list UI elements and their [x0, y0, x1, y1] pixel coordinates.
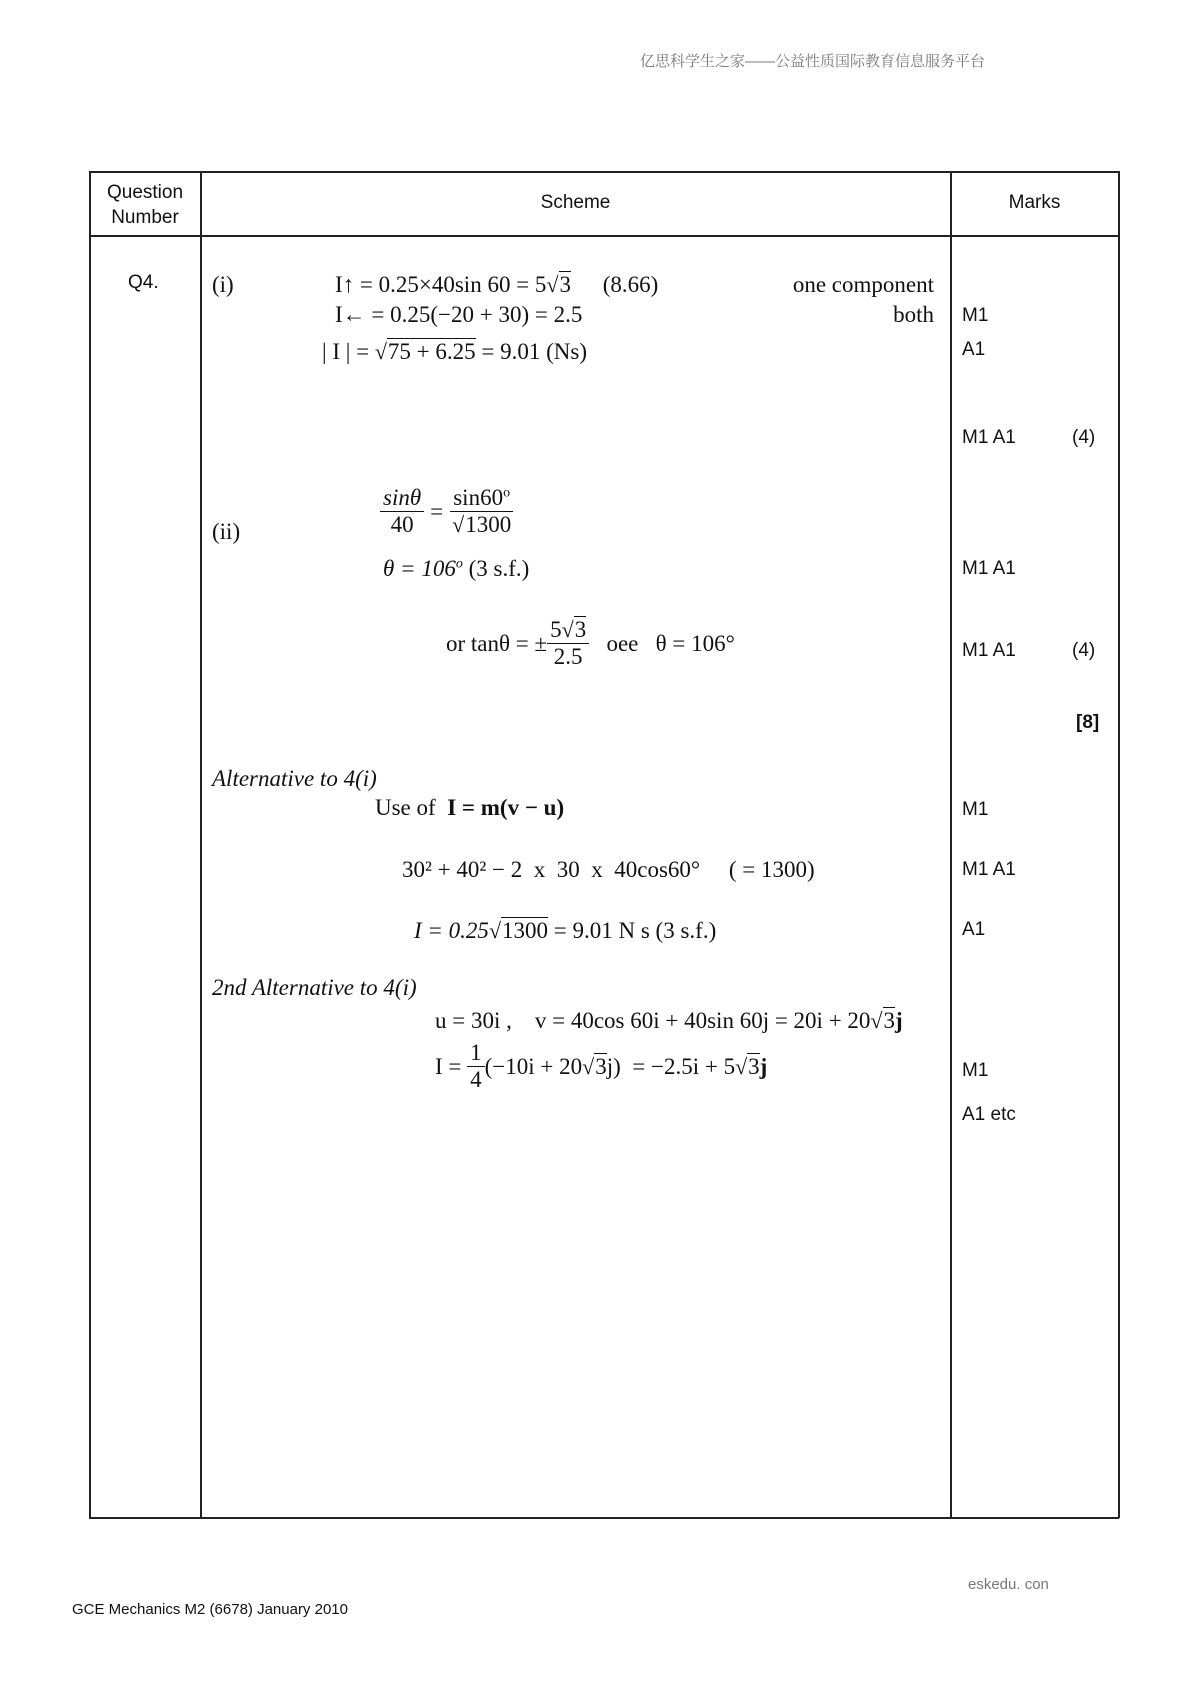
part-ii-label: (ii)	[212, 519, 241, 544]
sine-rule-fraction-1-den: 40	[390, 512, 414, 538]
part-i-line-3: | I | = √75 + 6.25 = 9.01 (Ns)	[322, 339, 588, 364]
question-number: Q4.	[128, 272, 159, 293]
footer-title: GCE Mechanics M2 (6678) January 2010	[72, 1601, 348, 1618]
part-i-line-2: I← = 0.25(−20 + 30) = 2.5	[335, 302, 583, 327]
part-i-line-1: I↑ = 0.25×40sin 60 = 5√3 (8.66)	[335, 272, 659, 297]
alt2-heading: 2nd Alternative to 4(i)	[212, 975, 417, 1000]
part-i-note-one-component: one component	[792, 272, 934, 297]
table-col-divider-2	[950, 171, 952, 1518]
mark-i-2: A1	[962, 339, 986, 360]
part-ii-theta-line: $\theta = 106^o$ (3 s.f.)	[383, 556, 530, 581]
mark-alt1-1: M1	[962, 799, 989, 820]
alt1-cosine-rule: 30² + 40² − 2 x 30 x 40cos60° ( = 1300)	[402, 857, 815, 882]
mark-i-1: M1	[962, 305, 989, 326]
total-i: (4)	[1072, 427, 1096, 448]
table-header-divider	[89, 235, 1119, 237]
sine-rule-fraction-2-num: sin60$^o$	[450, 485, 513, 512]
part-i-line-1-lhs: I↑ = 0.25×40sin 60 = 5	[335, 272, 547, 297]
mark-alt2-2: A1 etc	[962, 1104, 1016, 1125]
table-col-divider-1	[200, 171, 202, 1518]
part-i-line-1-radicand: 3	[559, 272, 571, 297]
part-i-line-3-post: = 9.01 (Ns)	[475, 339, 588, 364]
watermark-header: 亿思科学生之家——公益性质国际教育信息服务平台	[640, 53, 986, 70]
alt2-quarter-fraction: $\frac{1}{4}$	[467, 1040, 485, 1094]
grand-total: [8]	[1076, 712, 1100, 733]
part-i-line-3-pre: | I | =	[322, 339, 375, 364]
mark-alt1-2: M1 A1	[962, 859, 1016, 880]
header-marks: Marks	[1008, 192, 1061, 213]
sine-rule-fraction-2	[449, 485, 514, 539]
alt1-use-of: Use of I = m(v − u)	[375, 795, 565, 820]
part-ii-sine-rule	[380, 485, 514, 539]
sine-rule-equals: =	[430, 498, 444, 524]
alt1-impulse-line: I = 0.25√1300 = 9.01 N s (3 s.f.)	[414, 918, 717, 943]
header-question-number	[90, 180, 200, 230]
mark-ii-1: M1 A1	[962, 558, 1016, 579]
alt1-heading: Alternative to 4(i)	[212, 766, 377, 791]
part-i-line-1-approx: (8.66)	[602, 272, 659, 297]
mark-ii-2: M1 A1	[962, 640, 1016, 661]
table-top-border	[89, 171, 1119, 173]
alt2-impulse-line: I = $\frac{1}{4}$ (−10i + 20 √ 3 j) = −2.5i + 5 √ 3 j	[435, 1040, 768, 1093]
part-i-line-3-radicand: 75 + 6.25	[387, 339, 476, 364]
sine-rule-fraction-2-den: √1300	[452, 512, 512, 538]
part-ii-alternative-tan: or tanθ = ± $\frac{5√3}{2.5}$ oee θ = 106°	[446, 617, 735, 670]
part-i-note-both: both	[893, 302, 934, 327]
header-scheme: Scheme	[540, 192, 611, 213]
sine-rule-fraction-1-num: sinθ	[380, 485, 424, 512]
table-left-border	[89, 171, 91, 1518]
part-i-label: (i)	[212, 272, 234, 297]
header-question-line-2: Number	[111, 207, 179, 228]
footer-site: eskedu. con	[968, 1576, 1049, 1593]
sine-rule-fraction-1	[380, 485, 424, 539]
mark-i-3: M1 A1	[962, 427, 1016, 448]
alt2-uv-line: u = 30i , v = 40cos 60i + 40sin 60j = 20i + 20√3j	[435, 1008, 903, 1033]
header-question-line-1: Question	[106, 182, 184, 203]
table-right-border	[1118, 171, 1120, 1518]
mark-alt2-1: M1	[962, 1060, 989, 1081]
total-ii: (4)	[1072, 640, 1096, 661]
tan-fraction: $\frac{5√3}{2.5}$	[547, 617, 589, 671]
table-bottom-border	[89, 1517, 1119, 1519]
mark-alt1-3: A1	[962, 919, 986, 940]
